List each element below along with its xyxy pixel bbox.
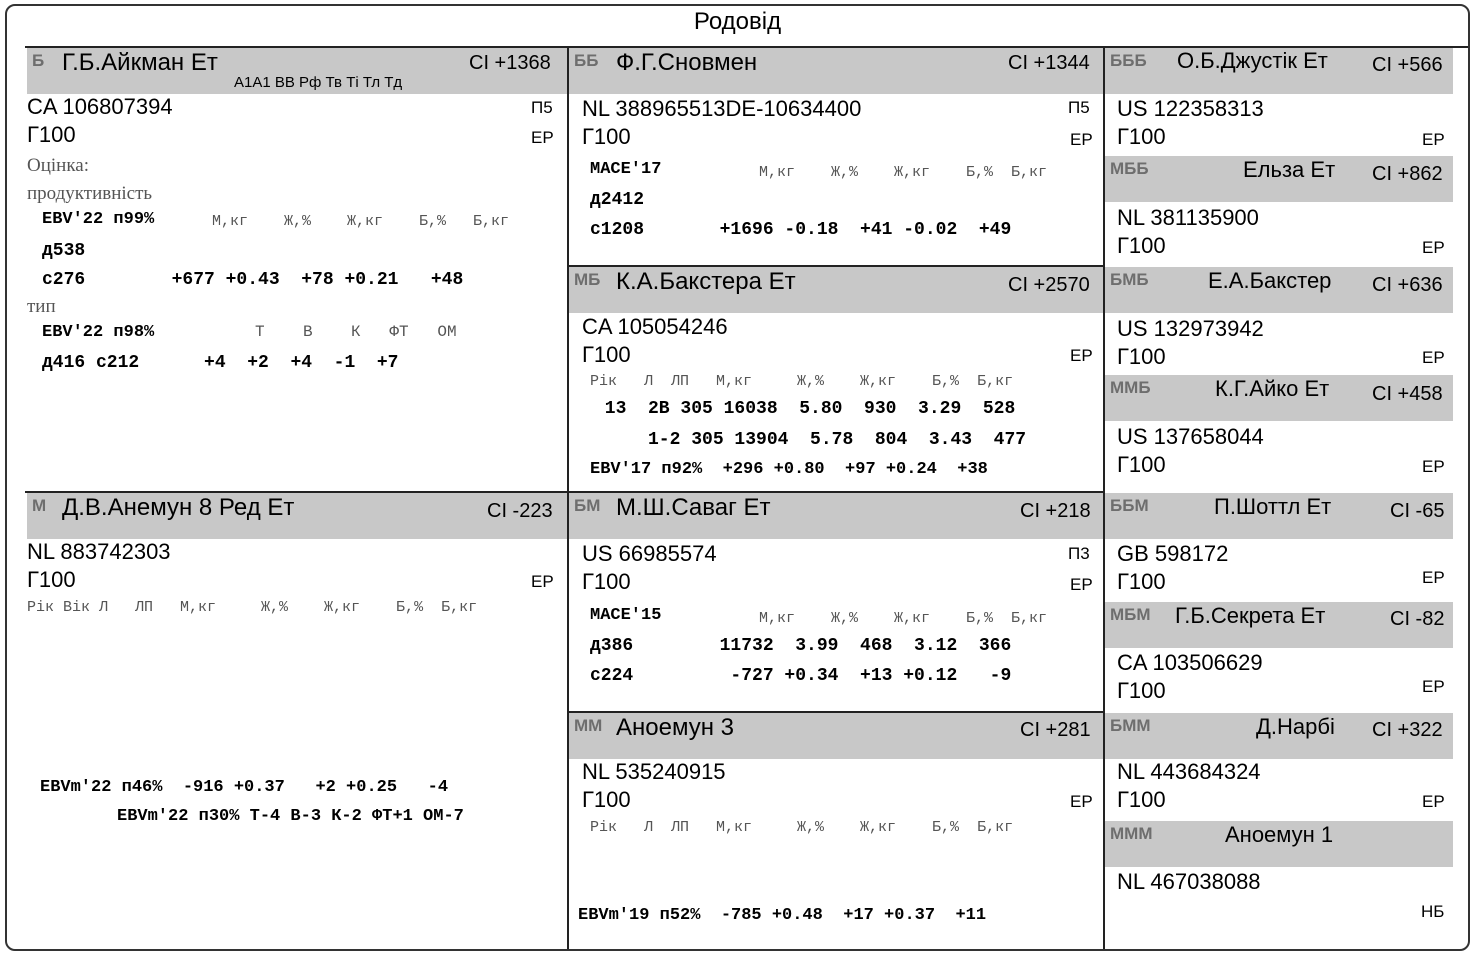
bb-g: Г100 bbox=[582, 124, 631, 149]
bmm-name: Д.Нарбі bbox=[1256, 714, 1335, 739]
mm-id: NL 535240915 bbox=[582, 759, 726, 784]
bbm-code: ББМ bbox=[1110, 496, 1149, 515]
type-cols: Т В К ФТ ОМ bbox=[255, 323, 457, 341]
bb-id: NL 388965513DE-10634400 bbox=[582, 96, 862, 121]
bbb-si: CI +566 bbox=[1372, 54, 1443, 76]
mmm-code: МММ bbox=[1110, 824, 1153, 843]
mmb-name: К.Г.Айко Ет bbox=[1215, 376, 1330, 401]
animal-si: CI +1368 bbox=[469, 52, 551, 74]
mb-name: К.А.Бакстера Ет bbox=[616, 268, 796, 295]
mmb-si: CI +458 bbox=[1372, 383, 1443, 405]
bm-p: П3 bbox=[1068, 544, 1090, 563]
mb-ep: ЕР bbox=[1070, 346, 1093, 365]
mother-ebv1: EBVm'22 п46% -916 +0.37 +2 +0.25 -4 bbox=[40, 778, 449, 797]
bb-name: Ф.Г.Сновмен bbox=[616, 49, 758, 76]
bbb-g: Г100 bbox=[1117, 124, 1166, 149]
mother-id: NL 883742303 bbox=[27, 539, 171, 564]
mb-row1: 13 2В 305 16038 5.80 930 3.29 528 bbox=[594, 399, 1016, 419]
bb-s: с1208 +1696 -0.18 +41 -0.02 +49 bbox=[590, 220, 1012, 240]
mbm-si: CI -82 bbox=[1390, 608, 1445, 630]
bb-code: ББ bbox=[574, 51, 599, 70]
animal-g: Г100 bbox=[27, 122, 76, 147]
type-label: тип bbox=[27, 296, 56, 317]
bb-head: MACE'17 bbox=[590, 160, 662, 179]
mother-si: CI -223 bbox=[487, 500, 553, 522]
mbm-code: МБМ bbox=[1110, 605, 1151, 624]
mother-ebv2: EBVm'22 п30% Т-4 В-3 К-2 ФТ+1 ОМ-7 bbox=[117, 807, 464, 826]
bbb-ep: ЕР bbox=[1422, 130, 1445, 149]
mm-ep: ЕР bbox=[1070, 792, 1093, 811]
mb-cols: Рік Л ЛП М,кг Ж,% Ж,кг Б,% Б,кг bbox=[590, 373, 1014, 390]
animal-name: Г.Б.Айкман Ет bbox=[62, 49, 218, 76]
mbb-si: CI +862 bbox=[1372, 163, 1443, 185]
mother-g: Г100 bbox=[27, 567, 76, 592]
mmb-g: Г100 bbox=[1117, 452, 1166, 477]
bmb-ep: ЕР bbox=[1422, 348, 1445, 367]
mother-code: М bbox=[32, 496, 47, 515]
animal-s-line: с276 +677 +0.43 +78 +0.21 +48 bbox=[42, 270, 464, 290]
mb-row2: 1-2 305 13904 5.78 804 3.43 477 bbox=[594, 430, 1027, 450]
mbm-id: CA 103506629 bbox=[1117, 650, 1263, 675]
bb-ep: ЕР bbox=[1070, 130, 1093, 149]
mmb-id: US 137658044 bbox=[1117, 424, 1264, 449]
mm-name: Аноемун 3 bbox=[616, 714, 734, 741]
mb-code: МБ bbox=[574, 270, 601, 289]
bb-p: П5 bbox=[1068, 98, 1090, 117]
bmb-si: CI +636 bbox=[1372, 274, 1443, 296]
mmm-nb: НБ bbox=[1421, 902, 1445, 921]
page-title: Родовід bbox=[693, 8, 782, 35]
animal-code: Б bbox=[32, 51, 45, 70]
mbb-code: МББ bbox=[1110, 159, 1149, 178]
bb-d: д2412 bbox=[590, 190, 645, 210]
mbm-name: Г.Б.Секрета Ет bbox=[1175, 603, 1326, 628]
bmm-ep: ЕР bbox=[1422, 792, 1445, 811]
animal-genes: A1A1 BB Рф Тв Ті Тл Тд bbox=[234, 74, 403, 91]
mb-g: Г100 bbox=[582, 342, 631, 367]
type-vals: д416 с212 +4 +2 +4 -1 +7 bbox=[42, 353, 399, 373]
bbm-g: Г100 bbox=[1117, 569, 1166, 594]
bbm-id: GB 598172 bbox=[1117, 541, 1229, 566]
bmb-g: Г100 bbox=[1117, 344, 1166, 369]
mother-name: Д.В.Анемун 8 Ред Ет bbox=[62, 494, 295, 521]
bbm-si: CI -65 bbox=[1390, 500, 1445, 522]
bb-si: CI +1344 bbox=[1008, 52, 1090, 74]
mm-ebv: EBVm'19 п52% -785 +0.48 +17 +0.37 +11 bbox=[578, 906, 987, 925]
mm-si: CI +281 bbox=[1020, 719, 1091, 741]
animal-ebv-head: EBV'22 п99% bbox=[42, 210, 155, 229]
bbm-name: П.Шоттл Ет bbox=[1214, 494, 1332, 519]
animal-ebv-cols: М,кг Ж,% Ж,кг Б,% Б,кг bbox=[212, 213, 510, 230]
mm-g: Г100 bbox=[582, 787, 631, 812]
mmb-code: ММБ bbox=[1110, 378, 1151, 397]
mother-ep: ЕР bbox=[531, 572, 554, 591]
mm-code: ММ bbox=[574, 716, 603, 735]
bm-code: БМ bbox=[574, 496, 601, 515]
bbb-code: БББ bbox=[1110, 51, 1147, 70]
bm-d: д386 11732 3.99 468 3.12 366 bbox=[590, 636, 1012, 656]
bm-g: Г100 bbox=[582, 569, 631, 594]
animal-ep: ЕР bbox=[531, 128, 554, 147]
bm-si: CI +218 bbox=[1020, 500, 1091, 522]
mb-si: CI +2570 bbox=[1008, 274, 1090, 296]
bm-s: с224 -727 +0.34 +13 +0.12 -9 bbox=[590, 666, 1012, 686]
bm-cols: М,кг Ж,% Ж,кг Б,% Б,кг bbox=[759, 610, 1048, 627]
bm-id: US 66985574 bbox=[582, 541, 717, 566]
mmm-name: Аноемун 1 bbox=[1225, 822, 1334, 847]
mbb-id: NL 381135900 bbox=[1117, 205, 1259, 230]
mb-ebv: EBV'17 п92% +296 +0.80 +97 +0.24 +38 bbox=[590, 460, 988, 479]
mmb-ep: ЕР bbox=[1422, 457, 1445, 476]
bmm-id: NL 443684324 bbox=[1117, 759, 1261, 784]
bm-head: MACE'15 bbox=[590, 606, 662, 625]
bmm-g: Г100 bbox=[1117, 787, 1166, 812]
pedigree-frame bbox=[5, 4, 1470, 951]
bmb-id: US 132973942 bbox=[1117, 316, 1264, 341]
bbb-id: US 122358313 bbox=[1117, 96, 1264, 121]
mbb-g: Г100 bbox=[1117, 233, 1166, 258]
mm-cols: Рік Л ЛП М,кг Ж,% Ж,кг Б,% Б,кг bbox=[590, 819, 1014, 836]
mb-id: CA 105054246 bbox=[582, 314, 728, 339]
bm-ep: ЕР bbox=[1070, 575, 1093, 594]
bmb-code: БМБ bbox=[1110, 270, 1149, 289]
animal-p: П5 bbox=[531, 98, 553, 117]
prod-label: продуктивність bbox=[27, 183, 153, 204]
mbm-g: Г100 bbox=[1117, 678, 1166, 703]
bm-name: М.Ш.Саваг Ет bbox=[616, 494, 771, 521]
assess-label: Оцінка: bbox=[27, 155, 89, 176]
bb-cols: М,кг Ж,% Ж,кг Б,% Б,кг bbox=[759, 164, 1048, 181]
type-head: EBV'22 п98% bbox=[42, 323, 155, 342]
bbm-ep: ЕР bbox=[1422, 568, 1445, 587]
mbm-ep: ЕР bbox=[1422, 677, 1445, 696]
bbb-name: О.Б.Джустік Ет bbox=[1177, 48, 1328, 73]
mother-cols: Рік Вік Л ЛП М,кг Ж,% Ж,кг Б,% Б,кг bbox=[27, 599, 478, 616]
mmm-id: NL 467038088 bbox=[1117, 869, 1261, 894]
mbb-name: Ельза Ет bbox=[1243, 157, 1336, 182]
animal-id: CA 106807394 bbox=[27, 94, 173, 119]
bmm-si: CI +322 bbox=[1372, 719, 1443, 741]
bmm-code: БММ bbox=[1110, 716, 1151, 735]
animal-d-line: д538 bbox=[42, 241, 86, 261]
mbb-ep: ЕР bbox=[1422, 238, 1445, 257]
bmb-name: Е.А.Бакстер bbox=[1208, 268, 1332, 293]
